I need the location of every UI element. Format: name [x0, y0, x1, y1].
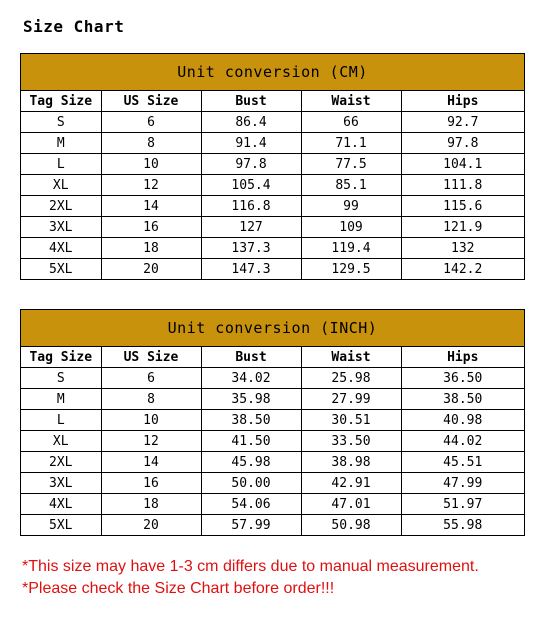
cm-table-body: [21, 91, 524, 279]
cm-size-table: [20, 53, 525, 280]
table-cell: 8: [101, 133, 201, 154]
table-cell: 14: [101, 452, 201, 473]
table-cell: 12: [101, 175, 201, 196]
table-cell: 132: [401, 238, 524, 259]
table-cell: 6: [101, 112, 201, 133]
inch-size-table: [20, 309, 525, 536]
table-cell: 121.9: [401, 217, 524, 238]
table-cell: L: [21, 410, 101, 431]
table-cell: 35.98: [201, 389, 301, 410]
table-cell: 115.6: [401, 196, 524, 217]
table-cell: 10: [101, 154, 201, 175]
column-header: Waist: [301, 91, 401, 112]
table-cell: 50.00: [201, 473, 301, 494]
table-cell: 34.02: [201, 368, 301, 389]
table-cell: 66: [301, 112, 401, 133]
table-cell: 16: [101, 473, 201, 494]
column-header: Tag Size: [21, 347, 101, 368]
table-row: [21, 238, 524, 259]
table-row: [21, 154, 524, 175]
table-cell: 105.4: [201, 175, 301, 196]
table-row: [21, 259, 524, 280]
table-cell: 20: [101, 259, 201, 280]
table-cell: 147.3: [201, 259, 301, 280]
table-cell: 86.4: [201, 112, 301, 133]
table-cell: 12: [101, 431, 201, 452]
column-header: Waist: [301, 347, 401, 368]
measurement-note: *This size may have 1-3 cm differs due to manual measurement.: [22, 558, 479, 575]
table-cell: 2XL: [21, 452, 101, 473]
table-cell: 5XL: [21, 515, 101, 536]
table-cell: 14: [101, 196, 201, 217]
table-cell: 25.98: [301, 368, 401, 389]
table-cell: 109: [301, 217, 401, 238]
column-header: Bust: [201, 91, 301, 112]
table-row: [21, 217, 524, 238]
table-cell: 137.3: [201, 238, 301, 259]
table-cell: 45.98: [201, 452, 301, 473]
table-cell: 18: [101, 238, 201, 259]
table-row: [21, 133, 524, 154]
table-cell: 119.4: [301, 238, 401, 259]
table-cell: XL: [21, 175, 101, 196]
table-cell: 50.98: [301, 515, 401, 536]
table-cell: 47.99: [401, 473, 524, 494]
table-cell: S: [21, 368, 101, 389]
table-row: [21, 112, 524, 133]
table-cell: 47.01: [301, 494, 401, 515]
table-cell: 38.50: [401, 389, 524, 410]
column-header: Hips: [401, 91, 524, 112]
column-header: Bust: [201, 347, 301, 368]
table-cell: 42.91: [301, 473, 401, 494]
table-cell: 97.8: [201, 154, 301, 175]
table-cell: 55.98: [401, 515, 524, 536]
table-cell: 41.50: [201, 431, 301, 452]
table-row: [21, 494, 524, 515]
table-cell: S: [21, 112, 101, 133]
table-cell: 4XL: [21, 494, 101, 515]
column-header: Tag Size: [21, 91, 101, 112]
table-row: [21, 431, 524, 452]
table-cell: 6: [101, 368, 201, 389]
table-cell: 116.8: [201, 196, 301, 217]
table-cell: 127: [201, 217, 301, 238]
table-cell: 85.1: [301, 175, 401, 196]
table-cell: 142.2: [401, 259, 524, 280]
table-cell: 45.51: [401, 452, 524, 473]
table-cell: M: [21, 133, 101, 154]
inch-table-body: [21, 347, 524, 535]
table-cell: 3XL: [21, 217, 101, 238]
table-cell: XL: [21, 431, 101, 452]
table-row: [21, 473, 524, 494]
table-row: [21, 410, 524, 431]
table-cell: 92.7: [401, 112, 524, 133]
table-cell: 99: [301, 196, 401, 217]
table-cell: 38.50: [201, 410, 301, 431]
table-cell: 5XL: [21, 259, 101, 280]
check-chart-note: *Please check the Size Chart before order!!!: [22, 580, 335, 597]
table-cell: 30.51: [301, 410, 401, 431]
table-cell: 97.8: [401, 133, 524, 154]
table-cell: 18: [101, 494, 201, 515]
column-header: US Size: [101, 347, 201, 368]
table-cell: 104.1: [401, 154, 524, 175]
table-cell: L: [21, 154, 101, 175]
column-header: US Size: [101, 91, 201, 112]
table-cell: 40.98: [401, 410, 524, 431]
table-row: [21, 452, 524, 473]
table-cell: 3XL: [21, 473, 101, 494]
column-header: Hips: [401, 347, 524, 368]
table-cell: 91.4: [201, 133, 301, 154]
table-cell: 33.50: [301, 431, 401, 452]
table-cell: 8: [101, 389, 201, 410]
table-cell: 111.8: [401, 175, 524, 196]
table-cell: 54.06: [201, 494, 301, 515]
table-cell: 51.97: [401, 494, 524, 515]
table-row: [21, 389, 524, 410]
table-cell: 36.50: [401, 368, 524, 389]
table-cell: 38.98: [301, 452, 401, 473]
table-cell: 57.99: [201, 515, 301, 536]
table-cell: 2XL: [21, 196, 101, 217]
table-row: [21, 175, 524, 196]
cm-table-header: Unit conversion (CM): [21, 54, 524, 91]
column-header-row: [21, 347, 524, 368]
table-row: [21, 196, 524, 217]
table-cell: 71.1: [301, 133, 401, 154]
inch-table-header: Unit conversion (INCH): [21, 310, 524, 347]
table-cell: 16: [101, 217, 201, 238]
table-cell: 10: [101, 410, 201, 431]
table-cell: M: [21, 389, 101, 410]
column-header-row: [21, 91, 524, 112]
table-cell: 4XL: [21, 238, 101, 259]
table-cell: 129.5: [301, 259, 401, 280]
table-cell: 44.02: [401, 431, 524, 452]
table-row: [21, 515, 524, 536]
table-row: [21, 368, 524, 389]
table-cell: 20: [101, 515, 201, 536]
table-cell: 77.5: [301, 154, 401, 175]
page-title: Size Chart: [23, 17, 125, 36]
table-cell: 27.99: [301, 389, 401, 410]
